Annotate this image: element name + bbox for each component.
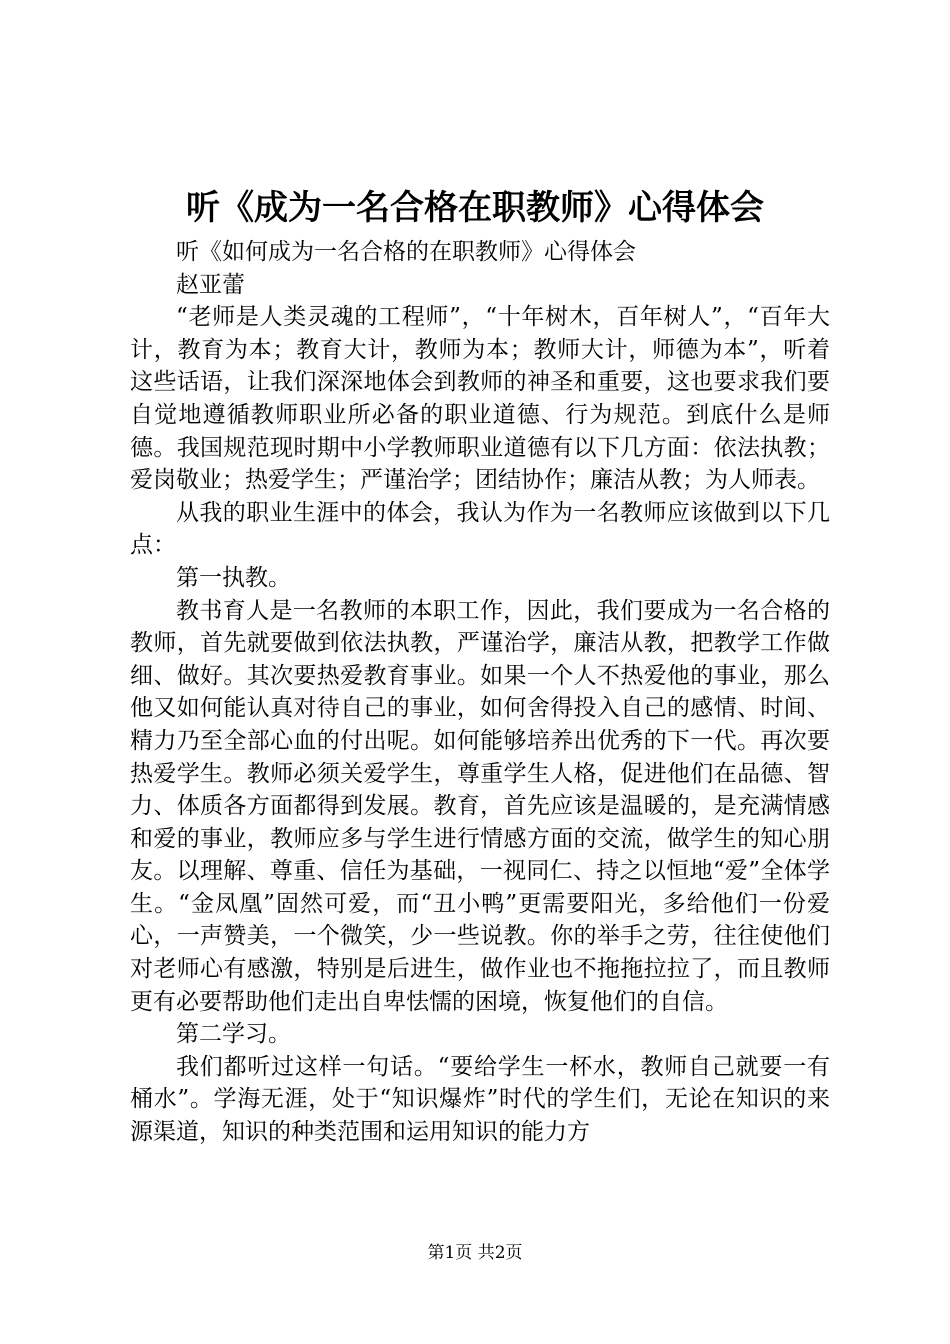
- section-heading: 第二学习。: [176, 1021, 291, 1048]
- subtitle-paragraph: 听《如何成为一名合格的在职教师》心得体会: [176, 239, 636, 265]
- author-paragraph: 赵亚蕾: [176, 271, 245, 298]
- page-footer: 第1页 共2页: [427, 1243, 523, 1263]
- document-title: 听《成为一名合格在职教师》心得体会: [186, 188, 764, 228]
- body-paragraph: 教书育人是一名教师的本职工作，因此，我们要成为一名合格的教师，首先就要做到依法执教，严谨治学，廉洁从教，把教学工作做细、做好。其次要热爱教育事业。如果一个人不热爱他的事业，那么他又如何能认真对待自己的事业，如何舍得投入自己的感情、时间、精力乃至全部心血的付出呢。如何能够培养出优秀的下一代。再次要热爱学生。教师必须关爱学生，尊重学生人格，促进他们在品德、智力、体质各方面都得到发展。教育，首先应该是温暖的，是充满情感和爱的事业，教师应多与学生进行情感方面的交流，做学生的知心朋友。以理解、尊重、信任为基础，一视同仁、持之以恒地“爱”全体学生。“金凤凰”固然可爱，而“丑小鸭”更需要阳光，多给他们一份爱心，一声赞美，一个微笑，少一些说教。你的举手之劳，往往使他们对老师心有感激，特别是后进生，做作业也不拖拖拉拉了，而且教师更有必要帮助他们走出自卑怯懦的困境，恢复他们的自信。: [130, 597, 830, 1015]
- section-heading: 第一执教。: [176, 564, 291, 591]
- body-paragraph: 我们都听过这样一句话。“要给学生一杯水，教师自己就要一有桶水”。学海无涯，处于“知识爆炸”时代的学生们，无论在知识的来源渠道，知识的种类范围和运用知识的能力方: [130, 1053, 830, 1146]
- body-paragraph: 从我的职业生涯中的体会，我认为作为一名教师应该做到以下几点：: [130, 499, 830, 559]
- body-paragraph: “老师是人类灵魂的工程师”，“十年树木，百年树人”，“百年大计，教育为本；教育大计，教师为本；教师大计，师德为本”，听着这些话语，让我们深深地体会到教师的神圣和重要，这也要求我们要自觉地遵循教师职业所必备的职业道德、行为规范。到底什么是师德。我国规范现时期中小学教师职业道德有以下几方面：依法执教；爱岗敬业；热爱学生；严谨治学；团结协作；廉洁从教；为人师表。: [130, 304, 830, 494]
- document-body: [130, 236, 830, 1149]
